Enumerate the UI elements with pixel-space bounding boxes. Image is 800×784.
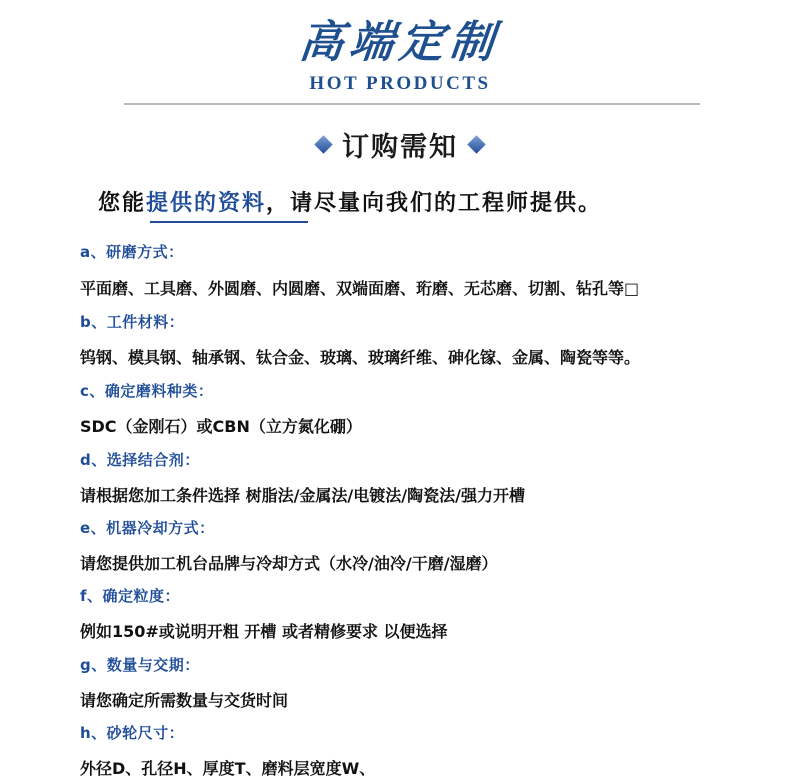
section-heading (0, 124, 800, 164)
brand-title: 高端定制 (296, 17, 503, 68)
item-label-f: f、确定粒度： (80, 587, 181, 605)
item-label-e: e、机器冷却方式： (80, 519, 215, 537)
item-value-e: 请您提供加工机台品牌与冷却方式（水冷/油冷/干磨/湿磨） (80, 554, 498, 573)
intro-highlight: 提供的资料 (146, 191, 267, 216)
item-value-f: 例如150#或说明开粗 开槽 或者精修要求 以便选择 (80, 622, 448, 641)
diamond-right-icon (467, 135, 485, 153)
item-label-g: g、数量与交期： (80, 656, 200, 674)
item-value-d: 请根据您加工条件选择 树脂法/金属法/电镀法/陶瓷法/强力开槽 (80, 486, 525, 505)
intro-line (98, 186, 602, 217)
item-value-h: 外径D、孔径H、厚度T、磨料层宽度W、 (80, 759, 376, 778)
item-label-b: b、工件材料： (80, 313, 185, 331)
intro-underline (150, 221, 308, 223)
item-label-a: a、研磨方式： (80, 243, 184, 261)
item-label-h: h、砂轮尺寸： (80, 724, 185, 742)
item-label-c: c、确定磨料种类： (80, 382, 214, 400)
diamond-left-icon (314, 135, 332, 153)
intro-prefix: 您能 (98, 191, 147, 216)
item-value-b: 钨钢、模具钢、轴承钢、钛合金、玻璃、玻璃纤维、砷化镓、金属、陶瓷等等。 (80, 348, 641, 367)
item-label-d: d、选择结合剂： (80, 451, 200, 469)
brand-subtitle: HOT PRODUCTS (309, 73, 491, 94)
item-value-c: SDC（金刚石）或CBN（立方氮化硼） (80, 417, 362, 436)
item-value-a: 平面磨、工具磨、外圆磨、内圆磨、双端面磨、珩磨、无芯磨、切割、钻孔等□ (80, 279, 640, 298)
section-heading-text: 订购需知 (342, 131, 458, 163)
intro-suffix: ，请尽量向我们的工程师提供。 (266, 191, 603, 216)
item-value-g: 请您确定所需数量与交货时间 (80, 691, 289, 710)
header-divider (124, 103, 700, 105)
